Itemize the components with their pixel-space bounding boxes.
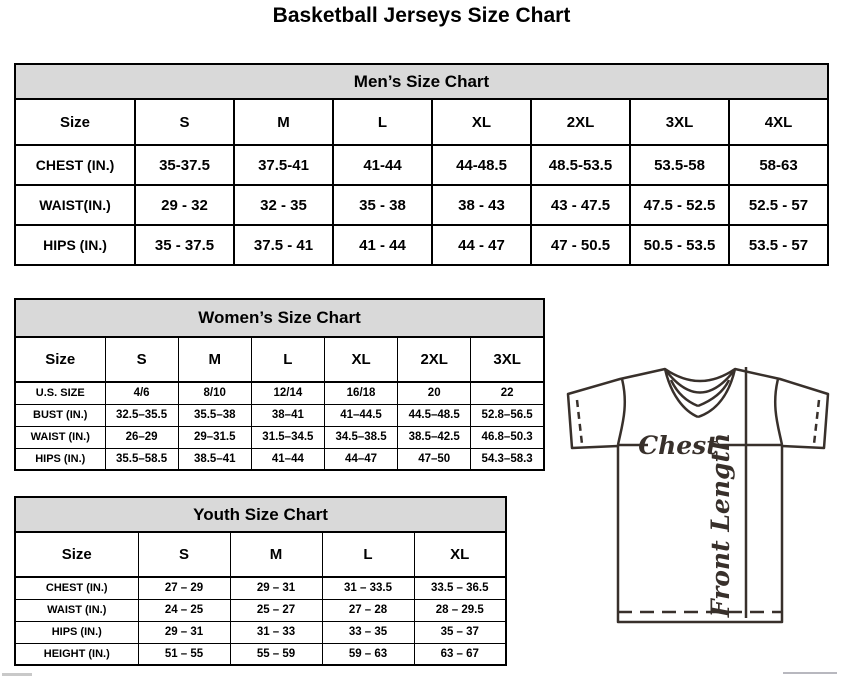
- womens-header-row: [15, 337, 544, 382]
- column-header: S: [135, 99, 234, 145]
- table-row: [15, 185, 828, 225]
- womens-chart-title: Women’s Size Chart: [15, 299, 544, 337]
- size-value-cell: 32 - 35: [234, 185, 333, 225]
- size-value-cell: 35 – 37: [414, 621, 506, 643]
- youth-header-row: [15, 532, 506, 577]
- mens-size-table: [14, 63, 829, 266]
- column-header: L: [333, 99, 432, 145]
- table-row: [15, 599, 506, 621]
- column-header: 3XL: [471, 337, 544, 382]
- column-header: XL: [324, 337, 397, 382]
- size-value-cell: 38 - 43: [432, 185, 531, 225]
- column-header: S: [138, 532, 230, 577]
- size-value-cell: 22: [471, 382, 544, 404]
- size-value-cell: 59 – 63: [322, 643, 414, 665]
- size-value-cell: 44-48.5: [432, 145, 531, 185]
- table-row: [15, 225, 828, 265]
- row-label: WAIST (IN.): [15, 426, 105, 448]
- column-header: XL: [414, 532, 506, 577]
- row-label: HEIGHT (IN.): [15, 643, 138, 665]
- table-row: [15, 404, 544, 426]
- jersey-outline: [568, 369, 828, 622]
- size-value-cell: 33.5 – 36.5: [414, 577, 506, 599]
- size-value-cell: 50.5 - 53.5: [630, 225, 729, 265]
- size-value-cell: 51 – 55: [138, 643, 230, 665]
- size-value-cell: 26–29: [105, 426, 178, 448]
- table-row: [15, 577, 506, 599]
- size-value-cell: 53.5-58: [630, 145, 729, 185]
- mens-header-row: [15, 99, 828, 145]
- table-row: [15, 621, 506, 643]
- size-value-cell: 41 - 44: [333, 225, 432, 265]
- column-header: Size: [15, 99, 135, 145]
- mens-chart-title: Men’s Size Chart: [15, 64, 828, 99]
- size-value-cell: 28 – 29.5: [414, 599, 506, 621]
- size-value-cell: 47 - 50.5: [531, 225, 630, 265]
- sleeve-stitch-left-icon: [577, 400, 582, 444]
- size-value-cell: 46.8–50.3: [471, 426, 544, 448]
- table-row: [15, 145, 828, 185]
- page-title: Basketball Jerseys Size Chart: [272, 4, 571, 27]
- size-value-cell: 52.5 - 57: [729, 185, 828, 225]
- column-header: M: [178, 337, 251, 382]
- column-header: L: [251, 337, 324, 382]
- body-seam-right: [775, 379, 782, 445]
- size-value-cell: 31 – 33.5: [322, 577, 414, 599]
- size-value-cell: 41–44.5: [324, 404, 397, 426]
- size-value-cell: 8/10: [178, 382, 251, 404]
- size-value-cell: 47.5 - 52.5: [630, 185, 729, 225]
- row-label: WAIST (IN.): [15, 599, 138, 621]
- row-label: WAIST(IN.): [15, 185, 135, 225]
- size-value-cell: 4/6: [105, 382, 178, 404]
- size-value-cell: 34.5–38.5: [324, 426, 397, 448]
- size-value-cell: 31.5–34.5: [251, 426, 324, 448]
- size-value-cell: 27 – 29: [138, 577, 230, 599]
- size-value-cell: 35.5–38: [178, 404, 251, 426]
- size-value-cell: 43 - 47.5: [531, 185, 630, 225]
- column-header: Size: [15, 532, 138, 577]
- size-value-cell: 27 – 28: [322, 599, 414, 621]
- size-value-cell: 35 - 38: [333, 185, 432, 225]
- youth-chart-title: Youth Size Chart: [15, 497, 506, 532]
- cutoff-fragment-right: [783, 672, 837, 674]
- size-value-cell: 25 – 27: [230, 599, 322, 621]
- size-value-cell: 54.3–58.3: [471, 448, 544, 470]
- row-label: HIPS (IN.): [15, 621, 138, 643]
- size-value-cell: 29 - 32: [135, 185, 234, 225]
- size-value-cell: 35 - 37.5: [135, 225, 234, 265]
- column-header: M: [234, 99, 333, 145]
- size-value-cell: 38.5–41: [178, 448, 251, 470]
- row-label: HIPS (IN.): [15, 448, 105, 470]
- size-value-cell: 63 – 67: [414, 643, 506, 665]
- size-value-cell: 29–31.5: [178, 426, 251, 448]
- table-row: [15, 426, 544, 448]
- column-header: Size: [15, 337, 105, 382]
- sleeve-stitch-right-icon: [814, 400, 819, 444]
- row-label: HIPS (IN.): [15, 225, 135, 265]
- column-header: 3XL: [630, 99, 729, 145]
- size-value-cell: 41–44: [251, 448, 324, 470]
- size-value-cell: 20: [398, 382, 471, 404]
- size-value-cell: 44–47: [324, 448, 397, 470]
- size-value-cell: 12/14: [251, 382, 324, 404]
- row-label: CHEST (IN.): [15, 145, 135, 185]
- body-seam-left: [618, 379, 625, 445]
- table-row: [15, 382, 544, 404]
- size-value-cell: 38.5–42.5: [398, 426, 471, 448]
- row-label: U.S. SIZE: [15, 382, 105, 404]
- size-value-cell: 24 – 25: [138, 599, 230, 621]
- size-value-cell: 44.5–48.5: [398, 404, 471, 426]
- chest-label: Chest: [638, 431, 718, 460]
- size-value-cell: 48.5-53.5: [531, 145, 630, 185]
- size-value-cell: 53.5 - 57: [729, 225, 828, 265]
- womens-size-table: [14, 298, 545, 471]
- size-value-cell: 29 – 31: [230, 577, 322, 599]
- column-header: 4XL: [729, 99, 828, 145]
- cutoff-fragment-left: [2, 673, 32, 676]
- size-value-cell: 37.5-41: [234, 145, 333, 185]
- size-value-cell: 33 – 35: [322, 621, 414, 643]
- row-label: CHEST (IN.): [15, 577, 138, 599]
- size-value-cell: 37.5 - 41: [234, 225, 333, 265]
- table-row: [15, 448, 544, 470]
- column-header: S: [105, 337, 178, 382]
- column-header: XL: [432, 99, 531, 145]
- column-header: 2XL: [531, 99, 630, 145]
- size-value-cell: 38–41: [251, 404, 324, 426]
- front-length-label: Front Length: [706, 432, 735, 618]
- size-value-cell: 35-37.5: [135, 145, 234, 185]
- column-header: 2XL: [398, 337, 471, 382]
- size-value-cell: 44 - 47: [432, 225, 531, 265]
- row-label: BUST (IN.): [15, 404, 105, 426]
- size-value-cell: 47–50: [398, 448, 471, 470]
- size-value-cell: 31 – 33: [230, 621, 322, 643]
- column-header: M: [230, 532, 322, 577]
- size-value-cell: 35.5–58.5: [105, 448, 178, 470]
- jersey-measurement-diagram: [554, 353, 842, 625]
- size-value-cell: 41-44: [333, 145, 432, 185]
- size-value-cell: 32.5–35.5: [105, 404, 178, 426]
- youth-size-table: [14, 496, 507, 666]
- size-value-cell: 58-63: [729, 145, 828, 185]
- size-value-cell: 16/18: [324, 382, 397, 404]
- size-value-cell: 55 – 59: [230, 643, 322, 665]
- size-value-cell: 52.8–56.5: [471, 404, 544, 426]
- size-value-cell: 29 – 31: [138, 621, 230, 643]
- column-header: L: [322, 532, 414, 577]
- table-row: [15, 643, 506, 665]
